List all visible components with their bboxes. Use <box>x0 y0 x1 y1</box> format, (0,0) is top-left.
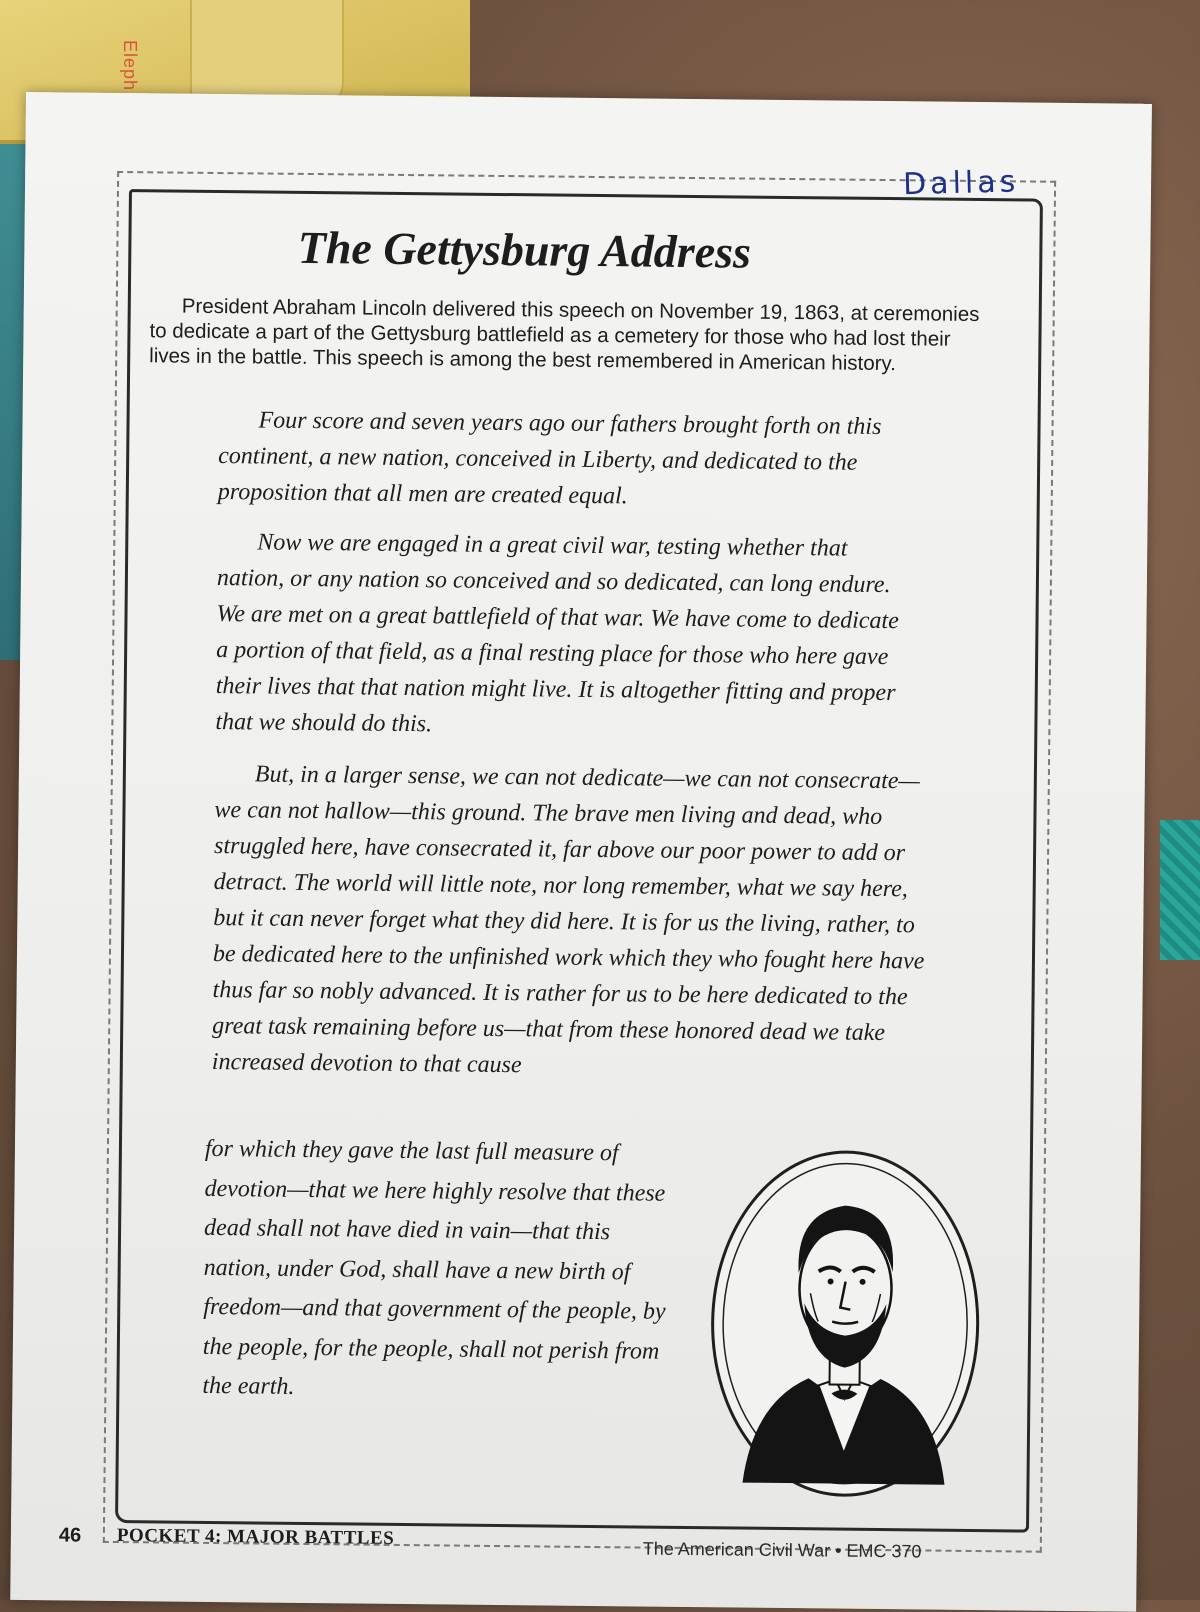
speech-paragraph-3: But, in a larger sense, we can not dedicate—we can not consecrate—we can not hallow—this ground. The brave men living and dead, who struggled here, have consecrated it, far above our poor power to add or detract. The world will little note, nor long remember, what we say here, but it can never forget what they did here. It is for us the living, rather, to be dedicated here to the unfinished work which they who fought here have thus far so nobly advanced. It is rather for us to be here dedicated to the great task remaining before us—that from these honored dead we take increased devotion to that cause <box>211 761 925 1079</box>
intro-paragraph: President Abraham Lincoln delivered this speech on November 19, 1863, at ceremonies to dedicate a part of the Gettysburg battlefield as a cemetery for those who had lost their lives in the battle. This speech is among the best remembered in American history. <box>149 294 980 376</box>
speech-paragraph-4: for which they gave the last full measure of devotion—that we here highly resolve that these dead shall not have died in vain—that this nation, under God, shall have a new birth of freedom—and that government of the people, by the people, for the people, shall not perish from the earth. <box>202 1135 666 1400</box>
puzzle-label: Eleph <box>120 40 140 92</box>
page-number: 46 <box>58 1524 82 1547</box>
page-title: The Gettysburg Address <box>297 221 752 278</box>
book-label: The American Civil War • EMC 370 <box>642 1538 922 1562</box>
section-label: POCKET 4: MAJOR BATTLES <box>116 1525 395 1549</box>
handwritten-name: Dallas <box>902 164 1020 203</box>
speech-paragraph-1: Four score and seven years ago our fathers brought forth on this continent, a new nation, conceived in Liberty, and dedicated to the proposition that all men are created equal. <box>217 407 882 510</box>
lincoln-portrait-icon <box>709 1149 981 1498</box>
worksheet-page <box>10 92 1152 1612</box>
background-cloth-right <box>1160 820 1200 960</box>
speech-paragraph-2: Now we are engaged in a great civil war, testing whether that nation, or any nation so conceived and so dedicated, can long endure. We are met on a great battlefield of that war. We have come to dedicate a portion of that field, as a final resting place for those who here gave their lives that that nation might live. It is altogether fitting and proper that we should do this. <box>215 529 899 738</box>
